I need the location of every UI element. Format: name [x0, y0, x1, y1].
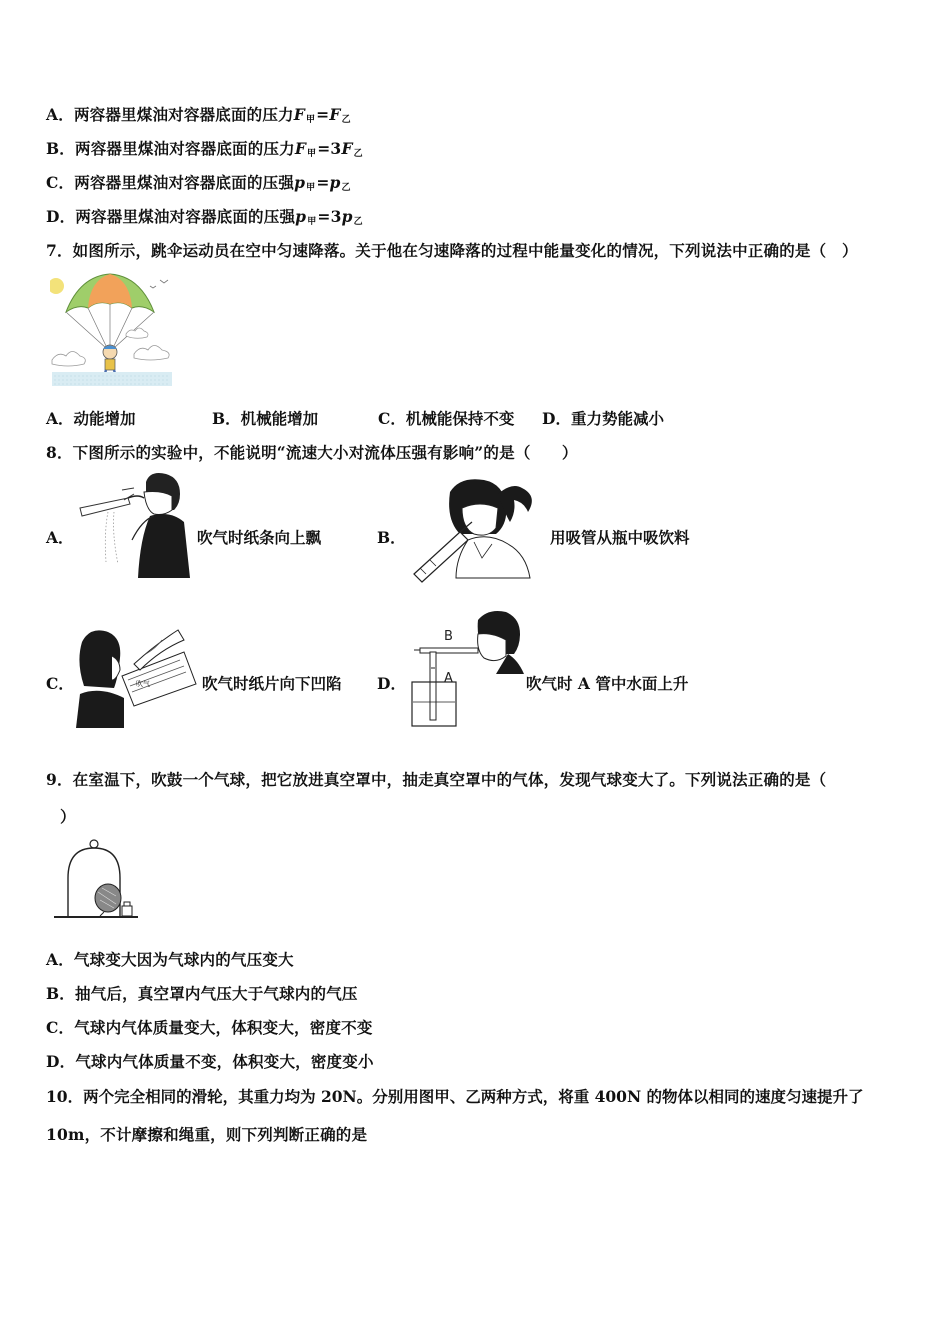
q9-stem-line2: ） — [60, 807, 76, 826]
q8-stem: 8．下图所示的实验中，不能说明“流速大小对流体压强有影响”的是（ ） — [46, 443, 578, 462]
balloon-tie — [100, 912, 104, 916]
q8-option-d-caption: 吹气时 A 管中水面上升 — [526, 674, 689, 693]
blowing-tube-figure — [410, 608, 526, 728]
q6-option-b — [46, 137, 364, 159]
parachutist-figure — [50, 272, 176, 388]
boy-face — [478, 634, 506, 661]
formula-symbol: p — [294, 173, 306, 192]
formula-symbol: p — [329, 173, 341, 192]
formula-eq: = — [316, 173, 330, 192]
vacuum-bell-jar-figure — [52, 838, 142, 922]
q7-stem: 7．如图所示，跳伞运动员在空中匀速降落。关于他在匀速降落的过程中能量变化的情况，下列说法中正确的是（ ） — [46, 241, 858, 260]
formula-eq: =3 — [317, 207, 342, 226]
q8-option-b-caption: 用吸管从瓶中吸饮料 — [550, 528, 690, 547]
vertical-tube-a — [430, 652, 436, 720]
formula-subscript: 甲 — [307, 217, 317, 227]
boy-shirt — [138, 514, 190, 578]
bell-jar-knob — [90, 840, 98, 848]
formula-subscript: 乙 — [341, 183, 351, 193]
q8-option-c-caption: 吹气时纸片向下凹陷 — [202, 674, 342, 693]
base-book — [122, 652, 196, 706]
q8-option-b-label: B． — [377, 528, 406, 547]
option-label: A． — [46, 105, 74, 124]
option-label: C． — [46, 173, 75, 192]
option-text: 两容器里煤油对容器底面的压强 — [75, 207, 296, 226]
paper-sheets — [105, 512, 118, 564]
q7-option-a: A．动能增加 — [46, 409, 136, 428]
valve-top — [124, 902, 130, 906]
drinking-straw-figure — [410, 476, 544, 584]
q9-option-b: B．抽气后，真空罩内气压大于气球内的气压 — [46, 984, 358, 1003]
option-text: 两容器里煤油对容器底面的压强 — [74, 173, 295, 192]
formula-subscript: 甲 — [307, 149, 317, 159]
q7-option-d: D．重力势能减小 — [542, 409, 664, 428]
q6-option-d — [46, 205, 364, 227]
fig-d-label-a: A — [444, 671, 453, 686]
fig-d-label-b: B — [444, 629, 453, 644]
boy-face — [144, 492, 172, 515]
fig-c-text: 吹气 — [136, 680, 150, 688]
formula-eq: =3 — [317, 139, 342, 158]
person-shoulders — [76, 691, 124, 728]
girl-dress — [456, 537, 530, 578]
option-text: 两容器里煤油对容器底面的压力 — [73, 105, 294, 124]
q9-option-a: A．气球变大因为气球内的气压变大 — [46, 950, 294, 969]
q8-option-a-label: A． — [46, 528, 74, 547]
q8-option-d-label: D． — [377, 674, 406, 693]
balloon — [95, 884, 121, 912]
formula-symbol: p — [295, 207, 307, 226]
q8-option-c-label: C． — [46, 674, 74, 693]
formula-symbol: F — [294, 139, 307, 158]
q10-stem-line1: 10．两个完全相同的滑轮，其重力均为 20N。分别用图甲、乙两种方式，将重 400N 的物体以相同的速度匀速提升了 — [46, 1087, 864, 1106]
option-text: 两容器里煤油对容器底面的压力 — [75, 139, 295, 158]
formula-symbol: F — [293, 105, 305, 124]
paper-strip — [80, 498, 130, 516]
option-label: B． — [46, 139, 76, 158]
pump-valve — [122, 906, 132, 916]
q7-option-b: B．机械能增加 — [212, 409, 319, 428]
formula-subscript: 乙 — [353, 217, 363, 227]
jumper-body — [105, 359, 115, 370]
q9-option-d: D．气球内气体质量不变，体积变大，密度变小 — [46, 1052, 374, 1071]
horizontal-tube-b — [420, 648, 478, 653]
q8-option-a-caption: 吹气时纸条向上飘 — [197, 528, 322, 547]
q9-option-c: C．气球内气体质量变大，体积变大，密度不变 — [46, 1018, 373, 1037]
q6-option-a — [46, 103, 352, 125]
q10-stem-line2: 10m，不计摩擦和绳重，则下列判断正确的是 — [46, 1125, 368, 1144]
q7-option-c: C．机械能保持不变 — [378, 409, 515, 428]
formula-subscript: 乙 — [341, 115, 351, 125]
option-label: D． — [46, 207, 76, 226]
formula-symbol: F — [329, 105, 341, 124]
q6-option-c — [46, 171, 352, 193]
formula-eq: = — [316, 105, 330, 124]
formula-symbol: F — [341, 139, 353, 158]
q9-stem-line1: 9．在室温下，吹鼓一个气球，把它放进真空罩中，抽走真空罩中的气体，发现气球变大了。下列说法正确的是（ — [46, 770, 827, 789]
formula-subscript: 甲 — [305, 115, 316, 125]
formula-symbol: p — [341, 207, 353, 226]
blowing-paper-strip-figure — [76, 472, 192, 580]
formula-subscript: 甲 — [306, 183, 316, 193]
formula-subscript: 乙 — [353, 149, 363, 159]
paper-dip-figure — [72, 624, 200, 728]
